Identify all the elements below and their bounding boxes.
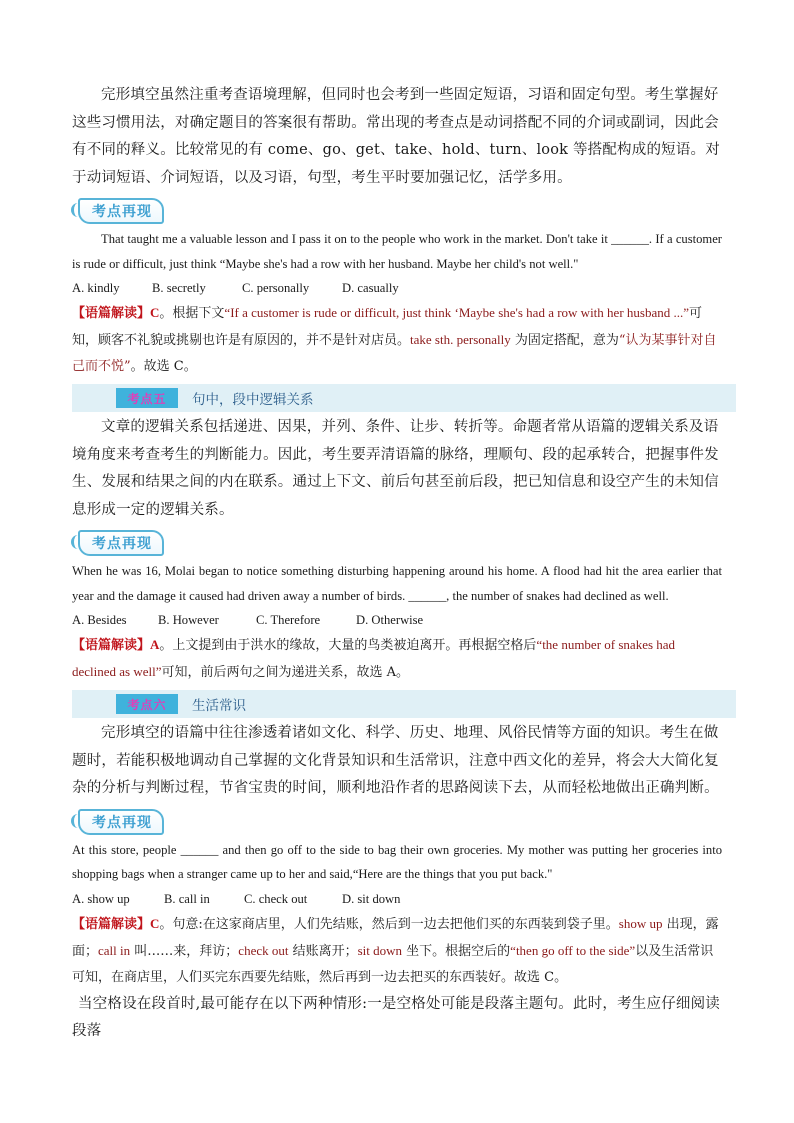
analysis-answer: A [150,637,160,652]
question-3-text: At this store, people ______ and then go off to the side to bag their own groceries. My mother was putting her groceries into shopping bags when a stranger came up to her and said,“Here are the things that you put back." [72,842,722,881]
analysis-text: 可知，前后两句之间为递进关系，故选 A。 [161,665,410,680]
analysis-text: 叫……来，拜访； [130,943,239,959]
question-1-text: That taught me a valuable lesson and I pass it on to the people who work in the market. Don't take it ______. If a customer is rude or difficult, just think “Maybe she's had a row with her husband. Maybe her child's not well." [72,232,722,271]
question-2-options [72,608,722,632]
kaodian-zaixian-header [72,809,722,835]
question-3-options [72,887,722,911]
analysis-text: 结账离开； [288,943,358,959]
q2-option-c: C. Therefore [256,613,321,627]
analysis-quote: “the number of snakes had declined as well” [72,637,676,679]
analysis-phrase: show up [618,915,663,931]
q3-option-c: C. check out [244,891,308,906]
analysis-text: 坐下。根据空后的 [402,943,511,959]
question-1-options [72,276,722,300]
analysis-phrase: take sth. personally [410,332,511,347]
section-6-title: 生活常识 [192,698,246,714]
q3-option-b: B. call in [164,891,210,906]
analysis-answer: C [150,915,160,931]
question-2-text: When he was 16, Molai began to notice something disturbing happening around his home. A flood had hit the area earlier that year and the damage it caused had driven away a number of birds. ______, the number of snakes had declined as well. [72,564,722,603]
analysis-tag: 【语篇解读】 [72,638,151,653]
analysis-text: 。上文提到由于洪水的缘故，大量的鸟类被迫离开。再根据空格后 [159,638,537,653]
analysis-text: 。故选 C。 [130,359,197,374]
section-5-badge: 考点五 [116,388,178,408]
question-2-analysis [72,632,722,686]
q1-option-d: D. casually [342,281,399,295]
q1-option-a: A. kindly [72,281,120,295]
analysis-quote: “then go off to the side” [510,942,636,958]
analysis-meaning: “认为某事针对自己而不悦” [72,333,717,374]
tail-paragraph: 当空格设在段首时,最可能存在以下两种情形:一是空格处可能是段落主题句。此时，考生应仔细阅读段落 [72,995,720,1039]
kaodian-zaixian-badge: 考点再现 [78,198,164,224]
analysis-tag: 【语篇解读】 [72,306,151,321]
analysis-text: 可知，顾客不礼貌或挑剔也许是有原因的，并不是针对店员。 [72,306,703,348]
section-6-bar [72,690,736,718]
question-1-analysis [72,300,722,380]
section-6-paragraph: 完形填空的语篇中往往渗透着诸如文化、科学、历史、地理、风俗民情等方面的知识。考生在做题时，若能积极地调动自己掌握的文化背景知识和生活常识，注意中西文化的差异，将会大大简化复杂的分析与判断过程，节省宝贵的时间，顺利地沿作者的思路阅读下去，从而轻松地做出正确判断。 [72,725,719,796]
analysis-text: 为固定搭配，意为 [510,333,619,348]
analysis-quote: “If a customer is rude or difficult, just think ‘Maybe she's had a row with her husband ...” [224,305,689,320]
q2-option-a: A. Besides [72,613,127,627]
section-5-paragraph: 文章的逻辑关系包括递进、因果，并列、条件、让步、转折等。命题者常从语篇的逻辑关系及语境角度来考查考生的判断能力。因此，考生要弄清语篇的脉络，理顺句、段的起承转合，把握事件发生、发展和结果之间的内在联系。通过上下文、前后句甚至前后段，把已知信息和设空产生的未知信息形成一定的逻辑关系。 [72,419,719,518]
analysis-phrase: sit down [357,942,403,958]
q1-option-c: C. personally [242,281,310,295]
analysis-text: 。根据下文 [159,306,225,321]
question-3-analysis [72,911,722,991]
section-5-bar [72,384,736,412]
q3-option-a: A. show up [72,891,130,906]
section-5-title: 句中，段中逻辑关系 [192,392,314,408]
analysis-text: 出现，露面； [72,916,719,959]
kaodian-zaixian-header [72,530,722,556]
kaodian-zaixian-header [72,198,722,224]
analysis-tag: 【语篇解读】 [72,916,151,932]
q2-option-d: D. Otherwise [356,613,424,627]
intro-paragraph: 完形填空虽然注重考查语境理解，但同时也会考到一些固定短语，习语和固定句型。考生掌握好这些习惯用法，对确定题目的答案很有帮助。常出现的考查点是动词搭配不同的介词或副词，因此会有不同的释义。比较常见的有 come、go、get、take、hold、turn、look 等搭配构成的短语。对于动词短语、介词短语，以及习语，句型，考生平时要加强记忆，活学多用。 [72,87,720,186]
kaodian-zaixian-badge: 考点再现 [78,530,164,556]
analysis-phrase: check out [238,942,289,958]
section-6-badge: 考点六 [116,694,178,714]
analysis-text: 。句意:在这家商店里，人们先结账，然后到一边去把他们买的东西装到袋子里。 [159,916,619,932]
document-page [72,82,722,1046]
analysis-text: 以及生活常识可知，在商店里，人们买完东西要先结账，然后再到一边去把买的东西装好。故选 C。 [72,943,714,985]
kaodian-zaixian-badge: 考点再现 [78,809,164,835]
q3-option-d: D. sit down [342,891,401,906]
q1-option-b: B. secretly [152,281,206,295]
analysis-answer: C [150,305,160,320]
analysis-phrase: call in [98,942,131,958]
q2-option-b: B. However [158,613,219,627]
